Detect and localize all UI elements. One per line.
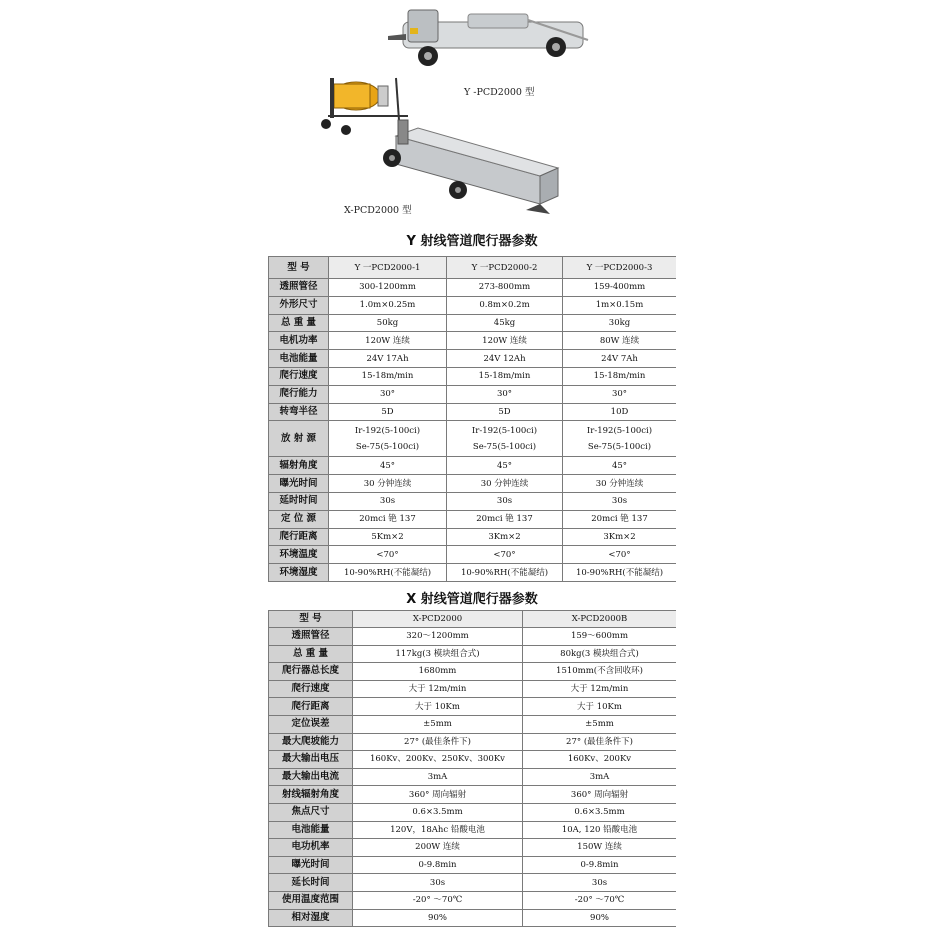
gamma-spec-table <box>268 256 676 582</box>
table-row <box>269 663 677 681</box>
table-row <box>269 698 677 716</box>
row-value: 150W 连续 <box>523 839 677 857</box>
x-spec-table <box>268 610 676 927</box>
row-value: 120W 连续 <box>447 332 563 350</box>
row-value: 20mci 铯 137 <box>329 510 447 528</box>
row-value: 0-9.8min <box>523 856 677 874</box>
row-value: 5Km×2 <box>329 528 447 546</box>
row-value <box>329 421 447 457</box>
model-header-cell: Y 一PCD2000-2 <box>447 257 563 279</box>
table-row <box>269 856 677 874</box>
table-row <box>269 279 677 297</box>
model-header-label: 型 号 <box>269 257 329 279</box>
row-value: 160Kv、200Kv <box>523 751 677 769</box>
row-value: 10-90%RH(不能凝结) <box>563 564 677 582</box>
row-value: <70° <box>329 546 447 564</box>
row-label: 延时时间 <box>269 492 329 510</box>
row-value: 120W 连续 <box>329 332 447 350</box>
row-value: ±5mm <box>523 715 677 733</box>
model-header-cell: X-PCD2000B <box>523 611 677 628</box>
row-label: 电池能量 <box>269 821 353 839</box>
row-value: 24V 7Ah <box>563 350 677 368</box>
x-table-title: X 射线管道爬行器参数 <box>406 592 538 607</box>
table-row <box>269 457 677 475</box>
row-value: 大于 10Km <box>353 698 523 716</box>
table-row <box>269 751 677 769</box>
row-value: 10A, 120 铅酸电池 <box>523 821 677 839</box>
row-value: 30s <box>523 874 677 892</box>
row-value <box>563 421 677 457</box>
row-value: 1.0m×0.25m <box>329 296 447 314</box>
row-value: 1m×0.15m <box>563 296 677 314</box>
row-value: -20° ～70℃ <box>353 891 523 909</box>
table-row <box>269 768 677 786</box>
row-value: 27° (最佳条件下) <box>523 733 677 751</box>
table-row <box>269 314 677 332</box>
row-label: 定位误差 <box>269 715 353 733</box>
row-value-line: Se-75(5-100ci) <box>355 441 420 452</box>
row-label: 延长时间 <box>269 874 353 892</box>
table-row <box>269 909 677 927</box>
row-value-line: Ir-192(5-100ci) <box>586 425 653 436</box>
row-value: ±5mm <box>353 715 523 733</box>
row-value: 80W 连续 <box>563 332 677 350</box>
row-value: 30° <box>563 385 677 403</box>
model-header-cell: Y 一PCD2000-3 <box>563 257 677 279</box>
row-value: 30s <box>563 492 677 510</box>
row-value: 45° <box>447 457 563 475</box>
x-model-caption: X-PCD2000 型 <box>344 205 412 216</box>
row-value: 45kg <box>447 314 563 332</box>
row-value: 273-800mm <box>447 279 563 297</box>
row-label: 爬行速度 <box>269 680 353 698</box>
row-label: 曝光时间 <box>269 856 353 874</box>
row-value: 45° <box>563 457 677 475</box>
row-label: 放 射 源 <box>269 421 329 457</box>
gamma-table-title: Y 射线管道爬行器参数 <box>406 234 538 249</box>
row-value: 1680mm <box>353 663 523 681</box>
row-value: 大于 10Km <box>523 698 677 716</box>
row-label: 焦点尺寸 <box>269 803 353 821</box>
row-value: 160Kv、200Kv、250Kv、300Kv <box>353 751 523 769</box>
row-value: 117kg(3 模块组合式) <box>353 645 523 663</box>
row-label: 射线辐射角度 <box>269 786 353 804</box>
row-label: 爬行距离 <box>269 528 329 546</box>
spec-sheet <box>268 0 676 935</box>
row-value: 30° <box>329 385 447 403</box>
row-value: 10D <box>563 403 677 421</box>
row-value: 20mci 铯 137 <box>563 510 677 528</box>
row-value: -20° ～70℃ <box>523 891 677 909</box>
row-value: 大于 12m/min <box>353 680 523 698</box>
row-value: 300-1200mm <box>329 279 447 297</box>
row-value: 5D <box>447 403 563 421</box>
table-row <box>269 821 677 839</box>
x-ray-generator-image <box>321 78 408 135</box>
row-value: 30 分钟连续 <box>447 475 563 493</box>
table-row <box>269 733 677 751</box>
row-label: 爬行速度 <box>269 367 329 385</box>
row-label: 爬行能力 <box>269 385 329 403</box>
row-label: 定 位 源 <box>269 510 329 528</box>
row-value: 30s <box>353 874 523 892</box>
row-value: 24V 17Ah <box>329 350 447 368</box>
row-value: 10-90%RH(不能凝结) <box>447 564 563 582</box>
row-label: 爬行距离 <box>269 698 353 716</box>
row-value: 30° <box>447 385 563 403</box>
row-value: 200W 连续 <box>353 839 523 857</box>
row-value: <70° <box>563 546 677 564</box>
table-row <box>269 332 677 350</box>
row-value: 20mci 铯 137 <box>447 510 563 528</box>
table-row <box>269 645 677 663</box>
row-value: 159～600mm <box>523 628 677 646</box>
row-value: 50kg <box>329 314 447 332</box>
row-value: 3Km×2 <box>563 528 677 546</box>
model-header-label: 型 号 <box>269 611 353 628</box>
row-value: 30s <box>447 492 563 510</box>
row-value: 0.6×3.5mm <box>353 803 523 821</box>
row-value: 15-18m/min <box>329 367 447 385</box>
row-label: 外形尺寸 <box>269 296 329 314</box>
table-row <box>269 839 677 857</box>
row-value: 30 分钟连续 <box>329 475 447 493</box>
row-value <box>447 421 563 457</box>
row-value-line: Ir-192(5-100ci) <box>354 425 421 436</box>
row-value: 30s <box>329 492 447 510</box>
table-row <box>269 891 677 909</box>
table-row <box>269 385 677 403</box>
row-value: 120V，18Ahc 铅酸电池 <box>353 821 523 839</box>
row-label: 电机功率 <box>269 332 329 350</box>
table-row <box>269 350 677 368</box>
model-header-cell: Y 一PCD2000-1 <box>329 257 447 279</box>
table-row <box>269 421 677 457</box>
row-label: 电池能量 <box>269 350 329 368</box>
table-row <box>269 680 677 698</box>
crawler-illustrations <box>268 0 676 228</box>
row-value: 15-18m/min <box>563 367 677 385</box>
row-label: 环境湿度 <box>269 564 329 582</box>
table-row <box>269 564 677 582</box>
row-value: 360° 周向辐射 <box>353 786 523 804</box>
row-value: 1510mm(不含回收环) <box>523 663 677 681</box>
row-label: 总 重 量 <box>269 645 353 663</box>
table-row <box>269 528 677 546</box>
table-row <box>269 296 677 314</box>
row-label: 电功机率 <box>269 839 353 857</box>
table-row <box>269 367 677 385</box>
row-label: 最大爬坡能力 <box>269 733 353 751</box>
row-value-line: Se-75(5-100ci) <box>587 441 652 452</box>
row-label: 辐射角度 <box>269 457 329 475</box>
row-label: 相对湿度 <box>269 909 353 927</box>
model-header-cell: X-PCD2000 <box>353 611 523 628</box>
x-ray-crawler-image <box>383 120 558 214</box>
table-header-row <box>269 611 677 628</box>
row-value-line: Se-75(5-100ci) <box>472 441 537 452</box>
row-value: 0.8m×0.2m <box>447 296 563 314</box>
row-value: 10-90%RH(不能凝结) <box>329 564 447 582</box>
row-value: 3mA <box>523 768 677 786</box>
row-value: 大于 12m/min <box>523 680 677 698</box>
row-value: 24V 12Ah <box>447 350 563 368</box>
table-row <box>269 628 677 646</box>
row-label: 透照管径 <box>269 279 329 297</box>
row-value: 80kg(3 模块组合式) <box>523 645 677 663</box>
row-value: 5D <box>329 403 447 421</box>
row-value: 27° (最佳条件下) <box>353 733 523 751</box>
table-row <box>269 510 677 528</box>
row-label: 环境温度 <box>269 546 329 564</box>
row-value: 159-400mm <box>563 279 677 297</box>
row-label: 总 重 量 <box>269 314 329 332</box>
row-value: 0-9.8min <box>353 856 523 874</box>
table-row <box>269 492 677 510</box>
table-row <box>269 874 677 892</box>
row-label: 爬行器总长度 <box>269 663 353 681</box>
row-value: 90% <box>523 909 677 927</box>
row-value: 30 分钟连续 <box>563 475 677 493</box>
row-value-line: Ir-192(5-100ci) <box>471 425 538 436</box>
row-value: 45° <box>329 457 447 475</box>
table-row <box>269 475 677 493</box>
row-label: 转弯半径 <box>269 403 329 421</box>
row-value: 3Km×2 <box>447 528 563 546</box>
row-value: 90% <box>353 909 523 927</box>
row-label: 曝光时间 <box>269 475 329 493</box>
table-row <box>269 786 677 804</box>
row-value: 0.6×3.5mm <box>523 803 677 821</box>
row-label: 使用温度范围 <box>269 891 353 909</box>
row-value: <70° <box>447 546 563 564</box>
table-row <box>269 803 677 821</box>
row-value: 320～1200mm <box>353 628 523 646</box>
product-photos <box>268 0 676 228</box>
row-label: 最大输出电压 <box>269 751 353 769</box>
table-row <box>269 715 677 733</box>
table-row <box>269 546 677 564</box>
row-value: 360° 周向辐射 <box>523 786 677 804</box>
row-value: 3mA <box>353 768 523 786</box>
row-label: 透照管径 <box>269 628 353 646</box>
row-value: 15-18m/min <box>447 367 563 385</box>
row-value: 30kg <box>563 314 677 332</box>
gamma-crawler-image <box>388 10 588 66</box>
table-header-row <box>269 257 677 279</box>
table-row <box>269 403 677 421</box>
row-label: 最大输出电流 <box>269 768 353 786</box>
gamma-model-caption: Y -PCD2000 型 <box>464 87 535 98</box>
